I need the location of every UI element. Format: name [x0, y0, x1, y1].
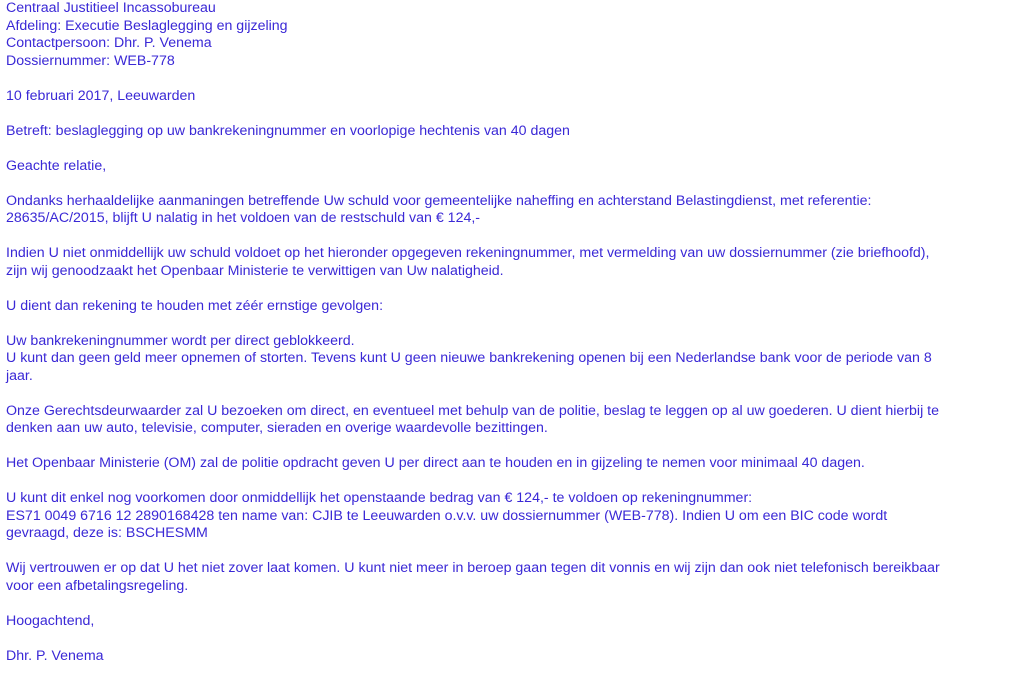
closing-block [6, 613, 1018, 631]
paragraph-payment-details [6, 490, 1018, 543]
paragraph-line: Uw bankrekeningnummer wordt per direct geblokkeerd. [6, 332, 355, 349]
organization-name: Centraal Justitieel Incassobureau [6, 0, 216, 16]
paragraph-bailiff-seizure [6, 403, 1018, 438]
signature-block [6, 648, 1018, 666]
paragraph-line: U dient dan rekening te houden met zéér ernstige gevolgen: [6, 297, 384, 314]
department-line: Afdeling: Executie Beslaglegging en gijzeling [6, 17, 288, 34]
dossier-number-line: Dossiernummer: WEB-778 [6, 52, 175, 69]
signature-name: Dhr. P. Venema [6, 647, 104, 664]
paragraph-line: Het Openbaar Ministerie (OM) zal de politie opdracht geven U per direct aan te houden en in gijzeling te nemen voor minimaal 40 dagen. [6, 455, 865, 471]
paragraph-line: Wij vertrouwen er op dat U het niet zover laat komen. U kunt niet meer in beroep gaan tegen dit vonnis en wij zijn dan ook niet telefonisch bereikbaar [6, 560, 940, 576]
paragraph-line: Indien U niet onmiddellijk uw schuld voldoet op het hieronder opgegeven rekeningnummer, met vermelding van uw dossiernummer (zie briefhoofd), [6, 245, 930, 261]
paragraph-line: U kunt dan geen geld meer opnemen of storten. Tevens kunt U geen nieuwe bankrekening openen bij een Nederlandse bank voor de periode van 8 [6, 350, 932, 366]
salutation-block [6, 158, 1018, 176]
closing-line: Hoogachtend, [6, 612, 95, 629]
paragraph-line: gevraagd, deze is: BSCHESMM [6, 525, 208, 541]
paragraph-line: ES71 0049 6716 12 2890168428 ten name van: CJIB te Leeuwarden o.v.v. uw dossiernummer (WEB-778). Indien U om een BIC code wordt [6, 507, 888, 524]
paragraph-line: zijn wij genoodzaakt het Openbaar Ministerie te verwittigen van Uw nalatigheid. [6, 262, 504, 279]
paragraph-detention [6, 455, 1018, 473]
paragraph-account-blocked [6, 333, 1018, 386]
letter-header [6, 0, 1018, 70]
date-place [6, 88, 1018, 106]
paragraph-no-appeal [6, 560, 1018, 595]
paragraph-line: voor een afbetalingsregeling. [6, 577, 189, 594]
letter-body [6, 0, 1018, 683]
paragraph-line: jaar. [6, 367, 33, 384]
date-line: 10 februari 2017, Leeuwarden [6, 87, 196, 104]
subject-line: Betreft: beslaglegging op uw bankrekeningnummer en voorlopige hechtenis van 40 dagen [6, 122, 570, 139]
subject-block [6, 123, 1018, 141]
paragraph-line: U kunt dit enkel nog voorkomen door onmiddellijk het openstaande bedrag van € 124,- te voldoen op rekeningnummer: [6, 490, 753, 506]
salutation: Geachte relatie, [6, 157, 107, 174]
paragraph-line: Ondanks herhaaldelijke aanmaningen betreffende Uw schuld voor gemeentelijke naheffing en achterstand Belastingdienst, met referentie: [6, 192, 872, 209]
paragraph-line: Onze Gerechtsdeurwaarder zal U bezoeken om direct, en eventueel met behulp van de politie, beslag te leggen op al uw goederen. U dient hierbij te [6, 402, 940, 419]
paragraph-debt-reference [6, 193, 1018, 228]
paragraph-payment-demand [6, 245, 1018, 280]
paragraph-line: denken aan uw auto, televisie, computer, sieraden en overige waardevolle bezittingen. [6, 420, 548, 436]
contact-line: Contactpersoon: Dhr. P. Venema [6, 35, 212, 51]
paragraph-consequences-intro [6, 298, 1018, 316]
paragraph-line: 28635/AC/2015, blijft U nalatig in het voldoen van de restschuld van € 124,- [6, 210, 481, 226]
